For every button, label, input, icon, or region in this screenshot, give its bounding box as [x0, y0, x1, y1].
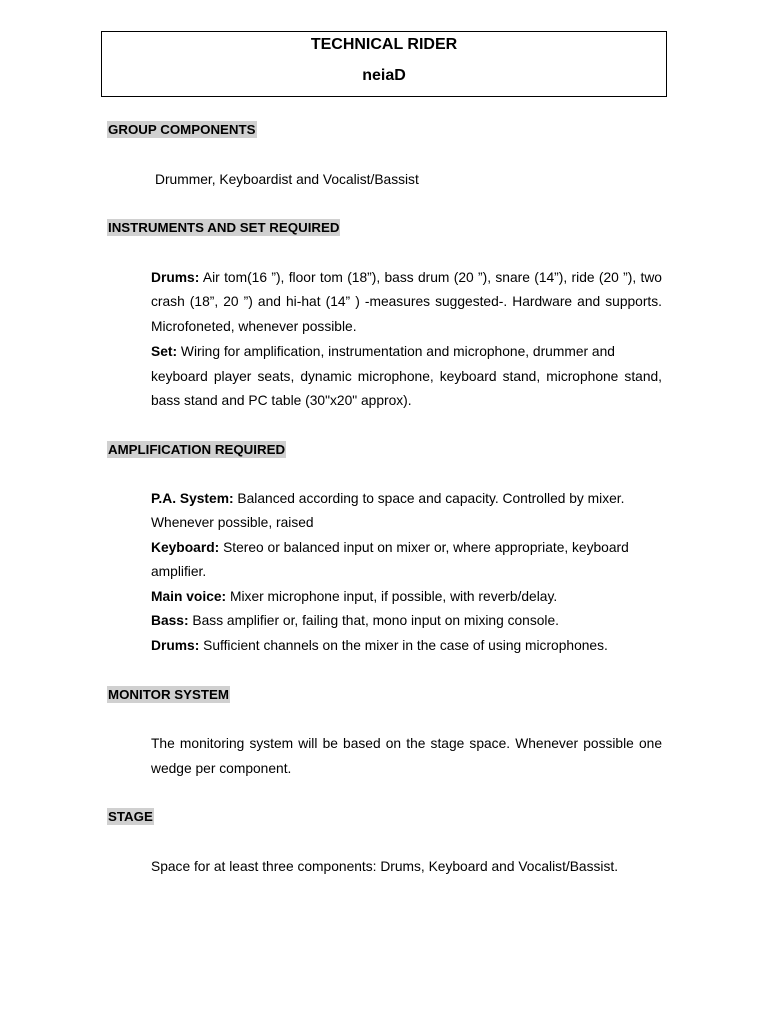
group-components-text: Drummer, Keyboardist and Vocalist/Bassist	[155, 172, 419, 187]
pa-label: P.A. System:	[151, 491, 234, 506]
drums-text-1: Air tom(16 ”), floor tom (18”), bass drum (20 ”), snare (14”), ride (20 ”), two	[202, 270, 662, 285]
stage-text: Space for at least three components: Drums, Keyboard and Vocalist/Bassist.	[151, 859, 619, 874]
set-line-3: bass stand and PC table (30"x20" approx).	[151, 393, 412, 408]
heading-stage: STAGE	[108, 809, 153, 824]
band-name: neiaD	[362, 67, 406, 84]
heading-amplification: AMPLIFICATION REQUIRED	[108, 442, 286, 457]
amp-drums-line	[151, 637, 662, 654]
heading-group-components: GROUP COMPONENTS	[108, 122, 256, 137]
voice-line	[151, 588, 662, 605]
drums-label: Drums:	[151, 270, 200, 285]
set-label: Set:	[151, 344, 178, 359]
monitor-line-2: wedge per component.	[151, 761, 292, 776]
voice-label: Main voice:	[151, 589, 227, 604]
keyboard-label: Keyboard:	[151, 540, 220, 555]
drums-line-2: crash (18”, 20 ”) and hi-hat (14” ) -measures suggested-. Hardware and supports.	[151, 294, 662, 309]
pa-line-1	[151, 490, 662, 507]
voice-text: Mixer microphone input, if possible, with reverb/delay.	[229, 589, 558, 604]
bass-text: Bass amplifier or, failing that, mono input on mixing console.	[192, 613, 559, 628]
keyboard-line-1	[151, 539, 662, 556]
keyboard-line-2: amplifier.	[151, 564, 207, 579]
heading-instruments: INSTRUMENTS AND SET REQUIRED	[108, 220, 340, 235]
heading-monitor-system: MONITOR SYSTEM	[108, 687, 229, 702]
set-line-2: keyboard player seats, dynamic microphone, keyboard stand, microphone stand,	[151, 369, 662, 384]
set-text-1: Wiring for amplification, instrumentation and microphone, drummer and	[180, 344, 615, 359]
bass-label: Bass:	[151, 613, 189, 628]
bass-line	[151, 612, 662, 629]
monitor-line-1: The monitoring system will be based on the stage space. Whenever possible one	[151, 736, 662, 751]
document-title: TECHNICAL RIDER	[310, 36, 458, 53]
amp-drums-label: Drums:	[151, 638, 200, 653]
drums-line-3: Microfoneted, whenever possible.	[151, 319, 357, 334]
pa-text-1: Balanced according to space and capacity. Controlled by mixer.	[237, 491, 625, 506]
amp-drums-text: Sufficient channels on the mixer in the case of using microphones.	[203, 638, 608, 653]
pa-line-2: Whenever possible, raised	[151, 515, 314, 530]
set-line-1	[151, 343, 662, 360]
title-box	[101, 31, 667, 97]
drums-line-1	[151, 269, 662, 286]
keyboard-text-1: Stereo or balanced input on mixer or, where appropriate, keyboard	[223, 540, 629, 555]
